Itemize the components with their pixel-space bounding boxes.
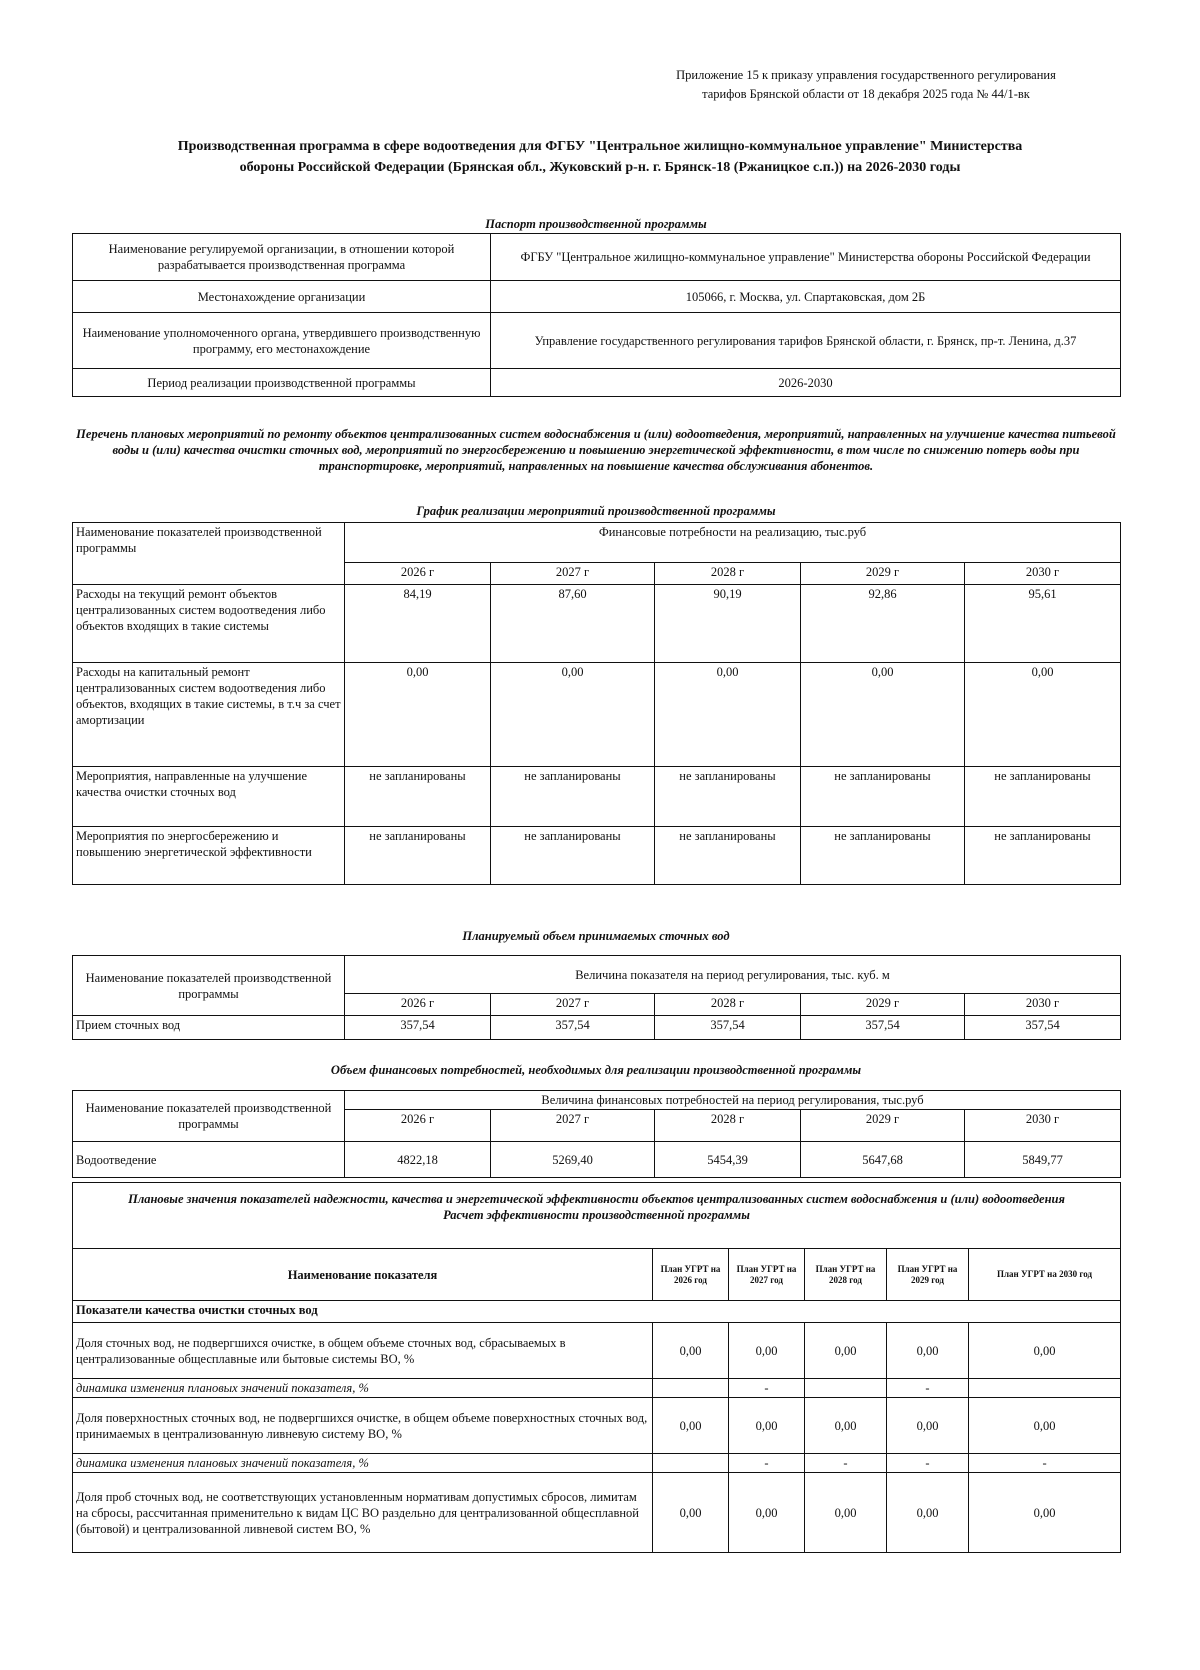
value-cell: 4822,18 <box>345 1142 491 1178</box>
table-row <box>73 827 1121 885</box>
value-cell: 0,00 <box>653 1473 729 1553</box>
passport-value: ФГБУ "Центральное жилищно-коммунальное управление" Министерства обороны Российской Федерации <box>491 234 1121 281</box>
value-cell: не запланированы <box>345 767 491 827</box>
value-cell: 5647,68 <box>801 1142 965 1178</box>
value-cell <box>653 1454 729 1473</box>
passport-row <box>73 313 1121 369</box>
year-cell: 2030 г <box>965 994 1121 1016</box>
row-label: Прием сточных вод <box>73 1016 345 1040</box>
table-row <box>73 1398 1121 1454</box>
volume-table <box>72 955 1121 1040</box>
volume-caption: Планируемый объем принимаемых сточных вод <box>462 929 730 943</box>
value-cell: 357,54 <box>965 1016 1121 1040</box>
efficiency-header-label: Наименование показателя <box>73 1249 653 1301</box>
passport-caption: Паспорт производственной программы <box>485 217 707 231</box>
passport-label: Период реализации производственной программы <box>73 369 491 397</box>
appendix-note <box>606 66 1126 104</box>
efficiency-header-row <box>73 1249 1121 1301</box>
value-cell: 92,86 <box>801 585 965 663</box>
row-label: динамика изменения плановых значений показателя, % <box>73 1379 653 1398</box>
table-row <box>73 1473 1121 1553</box>
year-cell: 2030 г <box>965 1110 1121 1142</box>
schedule-table <box>72 522 1121 885</box>
passport-row <box>73 281 1121 313</box>
value-cell: не запланированы <box>345 827 491 885</box>
value-cell: не запланированы <box>801 827 965 885</box>
value-cell <box>969 1379 1121 1398</box>
value-cell: 0,00 <box>969 1473 1121 1553</box>
passport-label: Наименование уполномоченного органа, утвердившего производственную программу, его местонахождение <box>73 313 491 369</box>
value-cell: 0,00 <box>805 1473 887 1553</box>
value-cell: 5849,77 <box>965 1142 1121 1178</box>
table-row <box>73 1016 1121 1040</box>
row-label: Водоотведение <box>73 1142 345 1178</box>
value-cell: - <box>887 1379 969 1398</box>
value-cell: 0,00 <box>653 1398 729 1454</box>
value-cell: 357,54 <box>491 1016 655 1040</box>
table-row <box>73 767 1121 827</box>
value-cell: 87,60 <box>491 585 655 663</box>
passport-value: Управление государственного регулирования тарифов Брянской области, г. Брянск, пр-т. Ленина, д.37 <box>491 313 1121 369</box>
year-cell: 2027 г <box>491 1110 655 1142</box>
year-cell: 2030 г <box>965 563 1121 585</box>
passport-label: Наименование регулируемой организации, в отношении которой разрабатывается производственная программа <box>73 234 491 281</box>
title-line-2: обороны Российской Федерации (Брянская обл., Жуковский р-н. г. Брянск-18 (Ржаницкое с.п.)) на 2026-2030 годы <box>239 160 961 175</box>
schedule-header-row <box>73 523 1121 563</box>
value-cell: - <box>969 1454 1121 1473</box>
table-row <box>73 1323 1121 1379</box>
value-cell: 0,00 <box>801 663 965 767</box>
plan-header: План УГРТ на 2029 год <box>887 1249 969 1301</box>
passport-table <box>72 233 1121 397</box>
volume-header-span: Величина показателя на период регулирования, тыс. куб. м <box>345 956 1121 994</box>
value-cell: 5269,40 <box>491 1142 655 1178</box>
value-cell: 0,00 <box>805 1398 887 1454</box>
value-cell: 0,00 <box>887 1473 969 1553</box>
measures-caption: Перечень плановых мероприятий по ремонту объектов централизованных систем водоснабжения и (или) водоотведения, мероприятий, направленных на улучшение качества питьевой воды и (или) качества очистки сточных вод, мероприятий по энергосбережению и повышению энергетической эффективности, в том числе по снижению потерь воды при транспортировке, мероприятий, направленных на повышение качества обслуживания абонентов. <box>76 427 1116 473</box>
table-row <box>73 663 1121 767</box>
passport-row <box>73 369 1121 397</box>
value-cell: - <box>729 1454 805 1473</box>
finance-header-label: Наименование показателей производственной программы <box>73 1091 345 1142</box>
value-cell: 357,54 <box>345 1016 491 1040</box>
row-label: Доля сточных вод, не подвергшихся очистке, в общем объеме сточных вод, сбрасываемых в централизованные общесплавные или бытовые системы ВО, % <box>73 1323 653 1379</box>
plan-header: План УГРТ на 2027 год <box>729 1249 805 1301</box>
year-cell: 2029 г <box>801 994 965 1016</box>
finance-caption: Объем финансовых потребностей, необходимых для реализации производственной программы <box>330 1063 862 1077</box>
value-cell: 5454,39 <box>655 1142 801 1178</box>
passport-value: 105066, г. Москва, ул. Спартаковская, дом 2Б <box>491 281 1121 313</box>
efficiency-section-row <box>73 1301 1121 1323</box>
value-cell: 0,00 <box>969 1398 1121 1454</box>
year-cell: 2026 г <box>345 994 491 1016</box>
row-label: Мероприятия, направленные на улучшение качества очистки сточных вод <box>73 767 345 827</box>
value-cell: 0,00 <box>729 1323 805 1379</box>
table-row <box>73 1454 1121 1473</box>
appendix-line-1: Приложение 15 к приказу управления государственного регулирования <box>676 68 1056 82</box>
value-cell <box>805 1379 887 1398</box>
year-cell: 2027 г <box>491 994 655 1016</box>
appendix-line-2: тарифов Брянской области от 18 декабря 2025 года № 44/1-вк <box>702 87 1030 101</box>
value-cell: не запланированы <box>491 827 655 885</box>
value-cell: 357,54 <box>655 1016 801 1040</box>
value-cell <box>653 1379 729 1398</box>
value-cell: 0,00 <box>805 1323 887 1379</box>
table-row <box>73 585 1121 663</box>
value-cell: - <box>729 1379 805 1398</box>
year-cell: 2026 г <box>345 563 491 585</box>
table-row <box>73 1142 1121 1178</box>
row-label: Мероприятия по энергосбережению и повышению энергетической эффективности <box>73 827 345 885</box>
value-cell: 0,00 <box>729 1398 805 1454</box>
efficiency-caption-2: Расчет эффективности производственной программы <box>443 1208 750 1222</box>
year-cell: 2029 г <box>801 1110 965 1142</box>
value-cell: 0,00 <box>345 663 491 767</box>
year-cell: 2028 г <box>655 563 801 585</box>
year-cell: 2028 г <box>655 1110 801 1142</box>
efficiency-table <box>72 1182 1121 1553</box>
year-cell: 2029 г <box>801 563 965 585</box>
schedule-caption: График реализации мероприятий производственной программы <box>416 504 776 518</box>
row-label: Расходы на текущий ремонт объектов централизованных систем водоотведения либо объектов входящих в такие системы <box>73 585 345 663</box>
value-cell: 357,54 <box>801 1016 965 1040</box>
value-cell: не запланированы <box>491 767 655 827</box>
schedule-header-span: Финансовые потребности на реализацию, тыс.руб <box>345 523 1121 563</box>
table-row <box>73 1379 1121 1398</box>
efficiency-caption-row <box>73 1183 1121 1249</box>
value-cell: 0,00 <box>887 1398 969 1454</box>
value-cell: 0,00 <box>729 1473 805 1553</box>
efficiency-caption <box>73 1183 1121 1249</box>
plan-header: План УГРТ на 2028 год <box>805 1249 887 1301</box>
passport-value: 2026-2030 <box>491 369 1121 397</box>
finance-header-row <box>73 1091 1121 1110</box>
passport-row <box>73 234 1121 281</box>
year-cell: 2028 г <box>655 994 801 1016</box>
row-label: Доля поверхностных сточных вод, не подвергшихся очистке, в общем объеме поверхностных сточных вод, принимаемых в централизованную ливневую систему ВО, % <box>73 1398 653 1454</box>
value-cell: не запланированы <box>801 767 965 827</box>
row-label: Расходы на капитальный ремонт централизованных систем водоотведения либо объектов, входящих в такие системы, в т.ч за счет амортизации <box>73 663 345 767</box>
year-cell: 2027 г <box>491 563 655 585</box>
volume-header-label: Наименование показателей производственной программы <box>73 956 345 1016</box>
efficiency-section: Показатели качества очистки сточных вод <box>73 1301 1121 1323</box>
value-cell: 0,00 <box>655 663 801 767</box>
value-cell: 90,19 <box>655 585 801 663</box>
value-cell: 0,00 <box>491 663 655 767</box>
volume-header-row <box>73 956 1121 994</box>
value-cell: 84,19 <box>345 585 491 663</box>
value-cell: 0,00 <box>965 663 1121 767</box>
title-line-1: Производственная программа в сфере водоотведения для ФГБУ "Центральное жилищно-коммунальное управление" Министерства <box>177 139 1023 154</box>
passport-label: Местонахождение организации <box>73 281 491 313</box>
document-title <box>80 136 1120 178</box>
plan-header: План УГРТ на 2030 год <box>969 1249 1121 1301</box>
value-cell: не запланированы <box>965 827 1121 885</box>
value-cell: не запланированы <box>655 767 801 827</box>
value-cell: - <box>805 1454 887 1473</box>
finance-header-span: Величина финансовых потребностей на период регулирования, тыс.руб <box>345 1091 1121 1110</box>
value-cell: 0,00 <box>969 1323 1121 1379</box>
value-cell: не запланированы <box>655 827 801 885</box>
row-label: динамика изменения плановых значений показателя, % <box>73 1454 653 1473</box>
year-cell: 2026 г <box>345 1110 491 1142</box>
row-label: Доля проб сточных вод, не соответствующих установленным нормативам допустимых сбросов, лимитам на сбросы, рассчитанная применительно к видам ЦС ВО раздельно для централизованной общесплавной (бытовой) и централизованной ливневой систем ВО, % <box>73 1473 653 1553</box>
value-cell: 0,00 <box>653 1323 729 1379</box>
schedule-header-label: Наименование показателей производственной программы <box>73 523 345 585</box>
value-cell: не запланированы <box>965 767 1121 827</box>
finance-table <box>72 1090 1121 1178</box>
value-cell: 0,00 <box>887 1323 969 1379</box>
plan-header: План УГРТ на 2026 год <box>653 1249 729 1301</box>
efficiency-caption-1: Плановые значения показателей надежности, качества и энергетической эффективности объектов централизованных систем водоснабжения и (или) водоотведения <box>128 1192 1065 1206</box>
value-cell: - <box>887 1454 969 1473</box>
value-cell: 95,61 <box>965 585 1121 663</box>
